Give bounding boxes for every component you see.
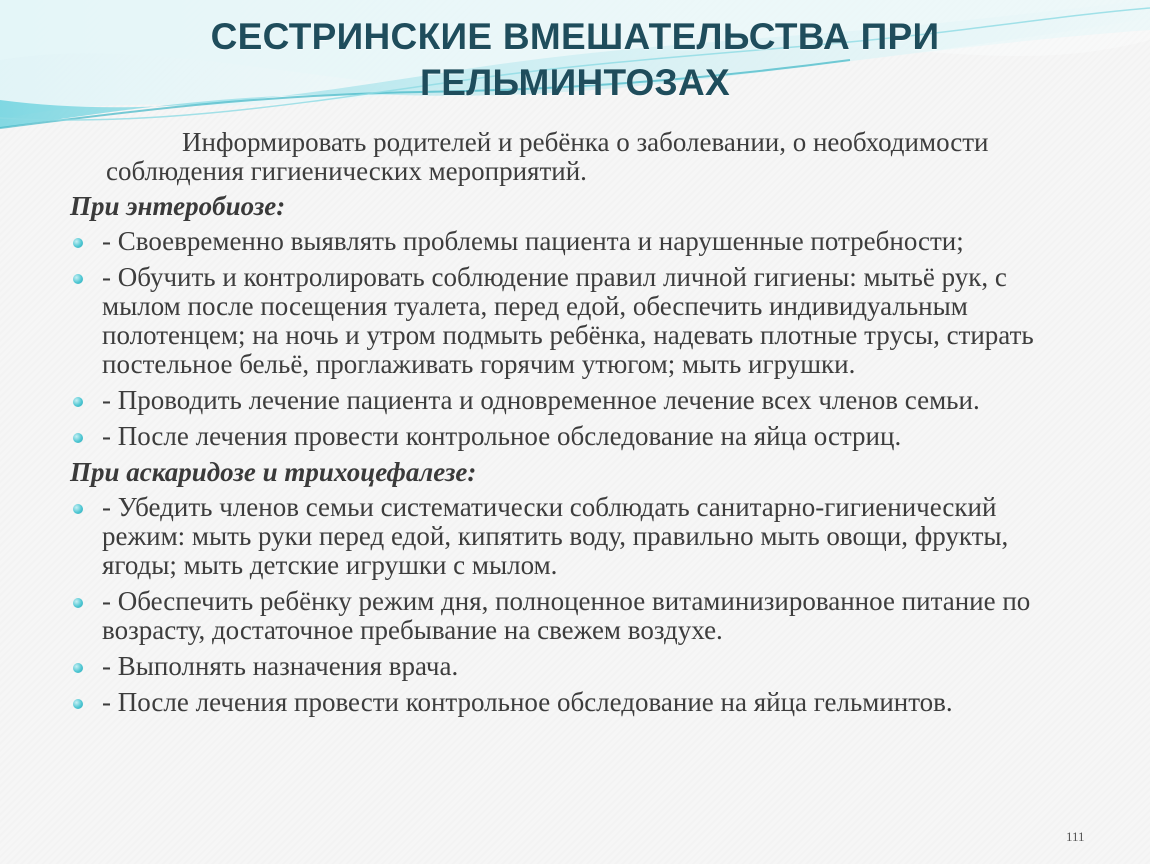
list-item-text: - Убедить членов семьи систематически соблюдать санитарно-гигиенический режим: мыть руки перед едой, кипятить воду, правильно мыть овощи, фрукты, ягоды; мыть детские игрушки с мылом.: [102, 492, 1009, 580]
slide-body: [70, 128, 1080, 724]
slide-title: [0, 14, 1150, 106]
list-item: [70, 688, 1080, 717]
bullet-icon: [73, 598, 83, 608]
list-item-text: - Своевременно выявлять проблемы пациента и нарушенные потребности;: [102, 226, 964, 256]
bullet-icon: [73, 433, 83, 443]
list-item: [70, 386, 1080, 415]
bullet-icon: [73, 504, 83, 514]
intro-paragraph: Информировать родителей и ребёнка о заболевании, о необходимости соблюдения гигиенических мероприятий.: [106, 127, 989, 186]
title-line-1: СЕСТРИНСКИЕ ВМЕШАТЕЛЬСТВА ПРИ: [210, 16, 940, 57]
section-heading-ascariasis: При аскаридозе и трихоцефалезе:: [70, 457, 477, 487]
section-heading-enterobiasis: При энтеробиозе:: [70, 191, 286, 221]
bullet-icon: [73, 397, 83, 407]
bullet-icon: [73, 699, 83, 709]
ascariasis-list: [70, 493, 1080, 717]
list-item: [70, 227, 1080, 256]
list-item-text: - Обеспечить ребёнку режим дня, полноценное витаминизированное питание по возрасту, достаточное пребывание на свежем воздухе.: [102, 586, 1031, 645]
list-item: [70, 263, 1080, 379]
list-item: [70, 493, 1080, 580]
list-item-text: - Выполнять назначения врача.: [102, 651, 459, 681]
list-item-text: - Обучить и контролировать соблюдение правил личной гигиены: мытьё рук, с мылом после посещения туалета, перед едой, обеспечить индивидуальным полотенцем; на ночь и утром подмыть ребёнка, надевать плотные трусы, стирать постельное бельё, проглаживать горячим утюгом; мыть игрушки.: [102, 262, 1034, 379]
list-item: [70, 587, 1080, 645]
bullet-icon: [73, 274, 83, 284]
enterobiasis-list: [70, 227, 1080, 451]
list-item-text: - После лечения провести контрольное обследование на яйца гельминтов.: [102, 687, 953, 717]
bullet-icon: [73, 238, 83, 248]
bullet-icon: [73, 663, 83, 673]
list-item: [70, 422, 1080, 451]
title-line-2: ГЕЛЬМИНТОЗАХ: [419, 62, 731, 103]
list-item-text: - Проводить лечение пациента и одновременное лечение всех членов семьи.: [102, 385, 980, 415]
list-item: [70, 652, 1080, 681]
page-number: 111: [1066, 829, 1085, 844]
list-item-text: - После лечения провести контрольное обследование на яйца остриц.: [102, 421, 902, 451]
